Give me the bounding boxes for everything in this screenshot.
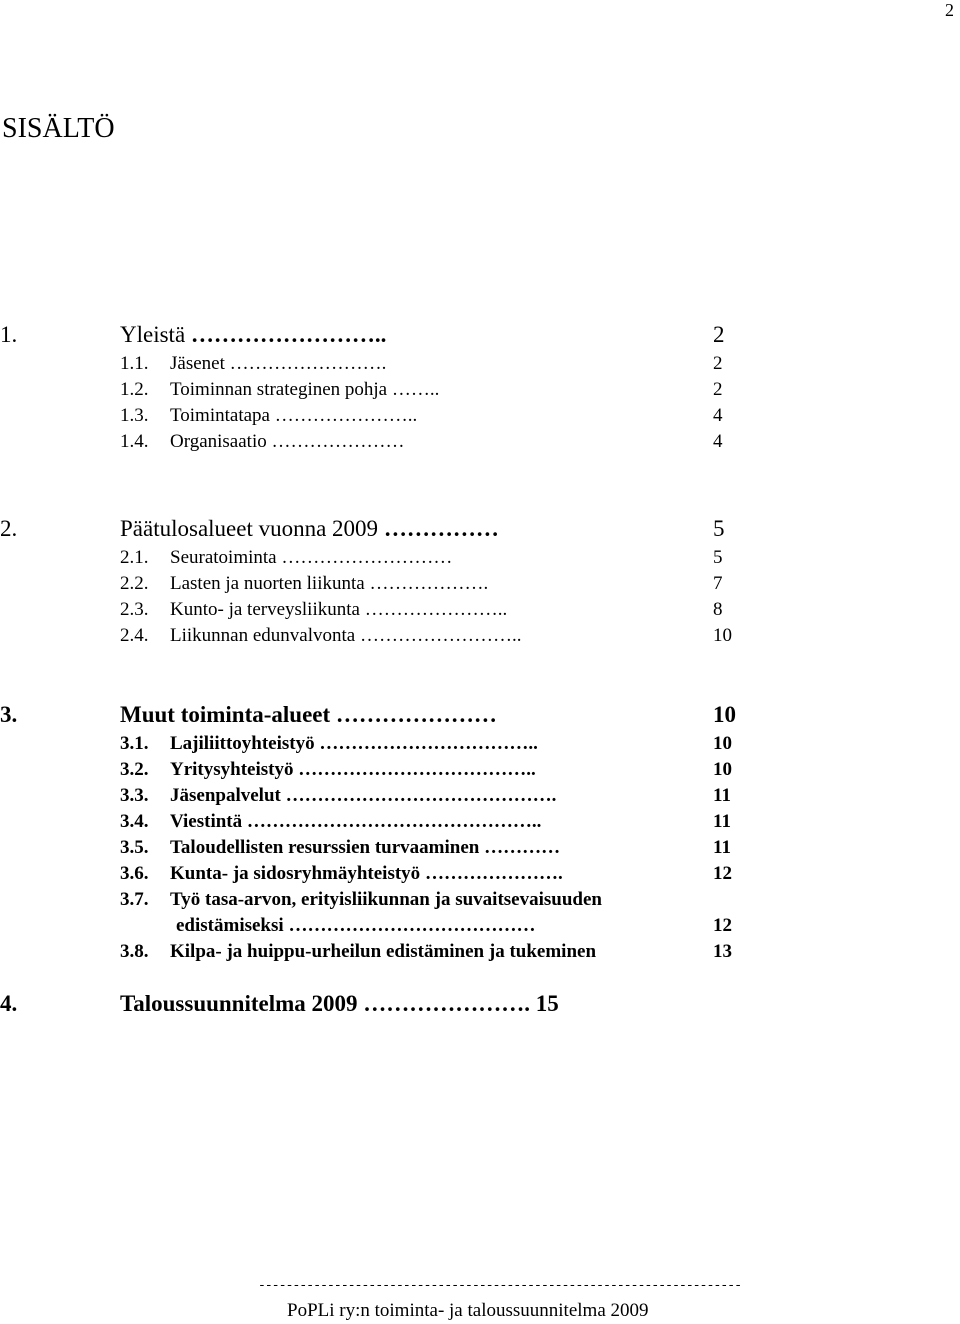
item-number: 3.6. <box>120 863 149 884</box>
item-title: Jäsenpalvelut ……………………………………. <box>170 785 557 806</box>
item-number: 3.1. <box>120 733 149 754</box>
item-title: Lajiliittoyhteistyö …………………………….. <box>170 733 538 754</box>
item-page: 10 <box>713 733 732 754</box>
item-number: 3.7. <box>120 889 149 910</box>
item-page: 8 <box>713 599 723 620</box>
item-number: 2.3. <box>120 599 149 620</box>
item-number: 3.3. <box>120 785 149 806</box>
item-page: 11 <box>713 811 731 832</box>
item-page: 12 <box>713 915 732 936</box>
item-page: 7 <box>713 573 723 594</box>
section-title: Taloussuunnitelma 2009 …………………. 15 <box>120 991 559 1016</box>
page-number: 2 <box>945 0 954 20</box>
item-number: 1.1. <box>120 353 149 374</box>
item-title: Organisaatio ………………… <box>170 431 405 452</box>
item-title: edistämiseksi ………………………………… <box>176 915 536 936</box>
item-number: 2.4. <box>120 625 149 646</box>
item-title: Yritysyhteistyö ……………………………….. <box>170 759 536 780</box>
item-page: 2 <box>713 379 723 400</box>
item-title: Lasten ja nuorten liikunta ………………. <box>170 573 489 594</box>
item-number: 2.1. <box>120 547 149 568</box>
item-page: 5 <box>713 547 723 568</box>
item-number: 1.2. <box>120 379 149 400</box>
item-title: Toimintatapa ………………….. <box>170 405 418 426</box>
item-title: Kilpa- ja huippu-urheilun edistäminen ja tukeminen <box>170 941 597 962</box>
section-title: Yleistä …………………….. <box>120 322 387 347</box>
item-title: Kunta- ja sidosryhmäyhteistyö …………………. <box>170 863 563 884</box>
item-title: Toiminnan strateginen pohja …….. <box>170 379 440 400</box>
section-number: 4. <box>0 991 18 1016</box>
footer-divider: ---------------------------------------------------------------------- <box>258 1278 742 1293</box>
item-page: 12 <box>713 863 732 884</box>
item-page: 4 <box>713 431 723 452</box>
item-number: 3.2. <box>120 759 149 780</box>
item-title: Seuratoiminta ……………………… <box>170 547 453 568</box>
item-title: Jäsenet ……………………. <box>170 353 387 374</box>
item-title: Viestintä ……………………………………….. <box>170 811 542 832</box>
section-number: 3. <box>0 702 18 727</box>
section-page: 5 <box>713 516 725 541</box>
item-number: 3.8. <box>120 941 149 962</box>
section-title: Päätulosalueet vuonna 2009 …………… <box>120 516 499 541</box>
section-number: 1. <box>0 322 18 347</box>
item-number: 1.4. <box>120 431 149 452</box>
item-page: 10 <box>713 759 732 780</box>
item-number: 1.3. <box>120 405 149 426</box>
section-title: Muut toiminta-alueet ………………… <box>120 702 497 727</box>
item-page: 2 <box>713 353 723 374</box>
section-page: 10 <box>713 702 736 727</box>
item-page: 11 <box>713 785 731 806</box>
item-title: Taloudellisten resurssien turvaaminen ………… <box>170 837 561 858</box>
item-page: 10 <box>713 625 732 646</box>
page-title: SISÄLTÖ <box>2 113 115 144</box>
item-title: Kunto- ja terveysliikunta ………………….. <box>170 599 508 620</box>
item-title: Työ tasa-arvon, erityisliikunnan ja suvaitsevaisuuden <box>170 889 602 910</box>
item-page: 11 <box>713 837 731 858</box>
footer-text: PoPLi ry:n toiminta- ja taloussuunnitelma 2009 <box>287 1300 649 1321</box>
section-page: 2 <box>713 322 725 347</box>
item-page: 4 <box>713 405 723 426</box>
item-number: 3.4. <box>120 811 149 832</box>
item-page: 13 <box>713 941 732 962</box>
item-title: Liikunnan edunvalvonta …………………….. <box>170 625 522 646</box>
item-number: 2.2. <box>120 573 149 594</box>
item-number: 3.5. <box>120 837 149 858</box>
section-number: 2. <box>0 516 18 541</box>
